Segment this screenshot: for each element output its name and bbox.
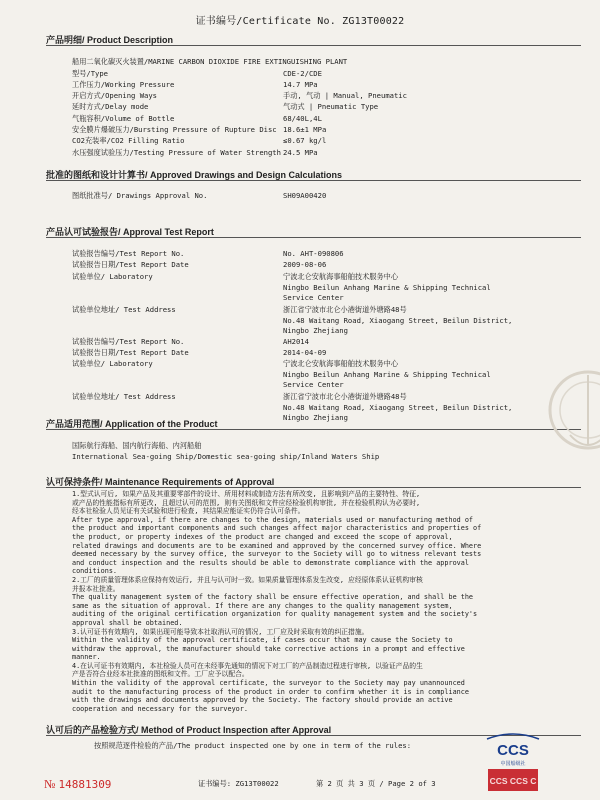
report-date-value: 2009-08-06 [283,260,327,269]
section-divider [46,429,581,430]
section-divider [46,180,581,181]
product-row-label: 型号/Type [72,69,109,78]
product-row-label: 开启方式/Opening Ways [72,91,158,100]
laboratory-value-line: Service Center [283,293,344,302]
report-date-value: 2014-04-09 [283,348,327,357]
maintenance-line: the product, or property indexes of the product are changed and exceed the scope of approval, [72,532,453,541]
serial-value: 14881309 [58,778,112,791]
product-row-label: CO2充装率/CO2 Filling Ratio [72,136,185,145]
product-row-label: 气瓶容积/Volume of Bottle [72,114,175,123]
maintenance-title: 认可保持条件/ Maintenance Requirements of Approval [46,477,275,487]
laboratory-value-line: Service Center [283,380,344,389]
product-row-label: 安全膜片爆破压力/Bursting Pressure of Rupture Disc [72,125,277,134]
product-row-label: 水压强度试验压力/Testing Pressure of Water Strength [72,148,281,157]
maintenance-line: Within the validity of the approval certificate, the surveyor to the Society may pay unannounced [72,679,465,688]
laboratory-value-line: 宁波北仑安航海事船舶技术服务中心 [283,272,399,281]
ccs-logo-text: CCS [497,742,529,759]
test-address-label: 试验单位地址/ Test Address [72,305,176,314]
test-report-title: 产品认可试验报告/ Approval Test Report [46,227,214,237]
footer-certificate-number: 证书编号: ZG13T00022 [198,779,279,788]
product-description-title: 产品明细/ Product Description [46,35,174,45]
test-address-line: No.48 Waitang Road, Xiaogang Street, Beilun District, [283,316,513,325]
maintenance-line: and conduct inspection and the results should be able to demonstrate compliance with the approval [72,558,469,567]
serial-prefix: № [44,777,56,791]
maintenance-line: the product and important components and such changes affect major characteristics and properties of [72,524,482,533]
maintenance-line: 1.型式认可后, 如果产品及其重要零部件的设计、所用材料或制造方法有所改变, 且影响到产品的主要特性、特征, [72,490,421,498]
maintenance-line: 3.认可证书有效期内, 如果出现可能导致本社取消认可的情况, 工厂应及时采取有效的纠正措施。 [72,627,369,636]
report-no-value: AH2014 [283,337,309,346]
laboratory-value-line: Ningbo Beilun Anhang Marine & Shipping Technical [283,370,491,379]
test-address-line: 浙江省宁波市北仑小港街道外塘路48号 [283,392,407,401]
maintenance-line: with the drawings and documents approved by the Society. The factory should provide an active [72,696,453,705]
test-address-line: Ningbo Zhejiang [283,413,348,422]
footer-page-indicator: 第 2 页 共 3 页 / Page 2 of 3 [316,779,436,788]
application-line: 国际航行海船、国内航行海船、内河船舶 [72,441,202,450]
ccs-stamp-text: CCS CCS C [489,776,537,786]
report-no-value: No. AHT-090806 [283,249,344,258]
maintenance-line: cooperation and necessary for the surveyor. [72,704,248,713]
product-row-value: 18.6±1 MPa [283,125,327,134]
test-address-line: Ningbo Zhejiang [283,326,348,335]
product-row-value: 68/40L,4L [283,114,322,123]
product-row-label: 延时方式/Delay mode [72,102,149,111]
test-address-label: 试验单位地址/ Test Address [72,392,176,401]
report-date-label: 试验报告日期/Test Report Date [72,348,189,357]
inspection-title: 认可后的产品检验方式/ Method of Product Inspection after Approval [46,725,332,735]
report-no-label: 试验报告编号/Test Report No. [72,249,185,258]
laboratory-value-line: 宁波北仑安航海事船舶技术服务中心 [283,359,399,368]
test-address-line: No.48 Waitang Road, Xiaogang Street, Beilun District, [283,403,513,412]
maintenance-line: Within the validity of the approval certificate, if cases occur that may cause the Society to [72,636,453,645]
maintenance-line: same as the situation of approval. If there are any changes to the quality management system, [72,601,453,610]
product-row-value: 14.7 MPa [283,80,318,89]
test-address-line: 浙江省宁波市北仑小港街道外塘路48号 [283,305,407,314]
maintenance-line: audit to the manufacturing process of the product in order to confirm whether it is in compliance [72,687,469,696]
section-divider [46,487,581,488]
certificate-number-header: 证书编号/Certificate No. ZG13T00022 [195,16,405,27]
product-row-value: CDE-2/CDE [283,69,322,78]
application-title: 产品适用范围/ Application of the Product [46,419,218,429]
maintenance-line: 并报本社批准。 [72,584,120,593]
section-divider [46,45,581,46]
product-row-value: 手动, 气动 | Manual, Pneumatic [283,91,407,100]
maintenance-line: related drawings and documents are to be examined and approved by the concerned survey office. Where [72,541,482,550]
anchor-watermark-icon [548,345,600,475]
maintenance-line: 或产品的性能指标有所更改, 且超过认可的范围, 则有关图纸和文件应经检验机构审批, 并在检验机构认为必要时, [72,498,421,507]
maintenance-line: withdraw the approval, the manufacturer should take corrective actions in a prompt and effective [72,644,465,653]
drawings-approval-label: 图纸批准号/ Drawings Approval No. [72,191,208,200]
laboratory-value-line: Ningbo Beilun Anhang Marine & Shipping Technical [283,283,491,292]
product-row-value: 24.5 MPa [283,148,318,157]
product-name: 船用二氧化碳灭火装置/MARINE CARBON DIOXIDE FIRE EXTINGUISHING PLANT [72,57,348,66]
maintenance-text [72,490,567,713]
maintenance-line: 2.工厂的质量管理体系应保持有效运行, 并且与认可时一致。如果质量管理体系发生改变, 应经原体系认证机构审核 [72,575,423,584]
product-row-value: ≤0.67 kg/l [283,136,327,145]
laboratory-label: 试验单位/ Laboratory [72,272,153,281]
maintenance-line: deemed necessary by the survey office, the surveyor to the Society will go to witness relevant tests [72,550,482,559]
serial-number [44,777,111,792]
maintenance-line: manner. [72,653,101,662]
maintenance-line: auditing of the original certification organization for quality management system and the society's [72,610,478,619]
application-line: International Sea-going Ship/Domestic sea-going ship/Inland Waters Ship [72,452,380,461]
maintenance-line: approval shall be obtained. [72,618,183,627]
inspection-line: 按照规范逐件检验的产品/The product inspected one by one in term of the rules: [94,741,412,750]
drawings-approval-value: SH09A00420 [283,191,327,200]
maintenance-line: After type approval, if there are changes to the design, materials used or manufacturing method of [72,515,474,524]
maintenance-line: 4.在认可证书有效期内, 本社检验人员可在未经事先通知的情况下对工厂的产品制造过程进行审核, 以验证产品的生 [72,661,423,670]
section-divider [46,237,581,238]
ccs-logo-icon [483,729,543,793]
maintenance-line: 产是否符合业经本社批准的图纸和文件。工厂应予以配合。 [72,670,249,679]
report-no-label: 试验报告编号/Test Report No. [72,337,185,346]
laboratory-label: 试验单位/ Laboratory [72,359,153,368]
maintenance-line: 经本社检验人员见证有关试验和进行检查, 其结果应能证实仍符合认可条件。 [72,507,305,516]
approved-drawings-title: 批准的图纸和设计计算书/ Approved Drawings and Design Calculations [46,170,343,180]
ccs-logo-subtext: 中国船级社 [500,761,526,767]
maintenance-line: The quality management system of the factory shall be ensure effective operation, and shall be the [72,593,474,602]
maintenance-line: conditions. [72,567,118,576]
report-date-label: 试验报告日期/Test Report Date [72,260,189,269]
product-row-value: 气动式 | Pneumatic Type [283,102,379,111]
product-row-label: 工作压力/Working Pressure [72,80,175,89]
